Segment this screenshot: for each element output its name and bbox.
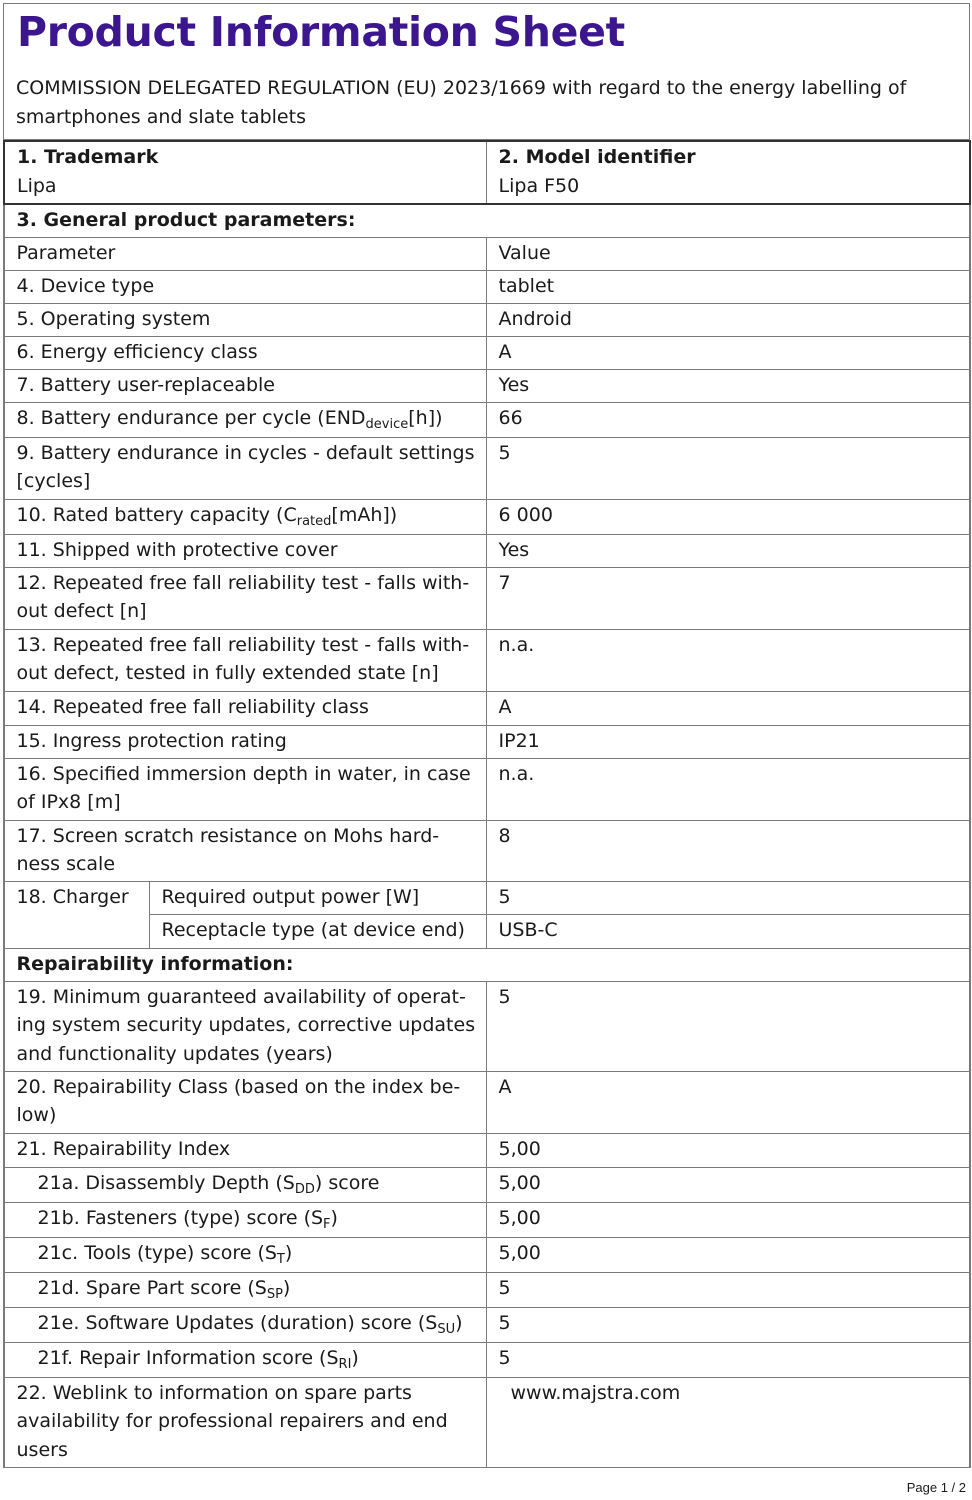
model-value: Lipa F50 (498, 174, 580, 197)
label-text: ) (351, 1346, 359, 1369)
charger-row (4, 881, 970, 914)
row-label: 9. Battery endurance in cycles - default settings [cycles] (4, 437, 486, 499)
label-text: 21e. Software Updates (duration) score (S (37, 1311, 438, 1334)
row-value: 5,00 (486, 1237, 970, 1272)
label-subscript: rated (296, 513, 332, 529)
model-label: 2. Model identifier (498, 146, 696, 168)
label-subscript: SP (266, 1286, 283, 1302)
label-text: 21d. Spare Part score (S (37, 1276, 267, 1299)
table-row (4, 336, 970, 369)
label-text: ) (284, 1241, 293, 1264)
label-subscript: RI (338, 1356, 352, 1372)
label-text: ) (282, 1276, 291, 1299)
row-value: tablet (486, 270, 970, 303)
table-row (4, 1342, 970, 1377)
table-row (4, 1272, 970, 1307)
charger-power-label: Required output power [W] (149, 881, 486, 914)
value-header: Value (486, 237, 970, 270)
charger-receptacle-label: Receptacle type (at device end) (149, 914, 486, 948)
table-row (4, 1237, 970, 1272)
row-label: 15. Ingress protection rating (4, 725, 486, 758)
row-value: 8 (486, 820, 970, 881)
label-text: ) (330, 1206, 338, 1229)
row-label: 4. Device type (4, 270, 486, 303)
row-value: 5 (486, 1307, 970, 1342)
row-label: 7. Battery user-replaceable (4, 369, 486, 402)
row-value: 5 (486, 1272, 970, 1307)
label-text: 21b. Fasteners (type) score (S (37, 1206, 324, 1229)
label-text: 21a. Disassembly Depth (S (37, 1171, 295, 1194)
general-heading-row (4, 204, 970, 237)
row-label (4, 1202, 486, 1237)
row-label: 13. Repeated free fall reliability test - falls with-out defect, tested in fully extended state [n] (4, 629, 486, 691)
label-subscript: SU (437, 1321, 456, 1337)
charger-label: 18. Charger (4, 881, 149, 948)
table-row (4, 1202, 970, 1237)
product-table (3, 140, 971, 1468)
row-value: 66 (486, 402, 970, 437)
page-title: Product Information Sheet (17, 8, 625, 56)
label-text: ) score (314, 1171, 380, 1194)
table-row (4, 1071, 970, 1133)
row-value: 5 (486, 1342, 970, 1377)
row-value: 7 (486, 567, 970, 629)
table-row (4, 402, 970, 437)
row-value: A (486, 691, 970, 725)
table-row (4, 981, 970, 1071)
row-label: 17. Screen scratch resistance on Mohs hard-ness scale (4, 820, 486, 881)
table-row (4, 758, 970, 820)
repair-heading: Repairability information: (4, 948, 970, 981)
label-text: [h]) (408, 406, 443, 429)
row-value: 5 (486, 437, 970, 499)
table-row (4, 1133, 970, 1167)
trademark-row (4, 141, 970, 204)
label-text: 21c. Tools (type) score (S (37, 1241, 277, 1264)
row-value: 5,00 (486, 1167, 970, 1202)
row-label (4, 1307, 486, 1342)
row-value: Yes (486, 534, 970, 567)
row-label (4, 1272, 486, 1307)
label-text: 21f. Repair Information score (S (37, 1346, 339, 1369)
row-value: IP21 (486, 725, 970, 758)
row-value: 5 (486, 981, 970, 1071)
table-row (4, 820, 970, 881)
label-subscript: device (365, 416, 409, 432)
table-row (4, 1307, 970, 1342)
label-text: [mAh]) (331, 503, 398, 526)
row-value: 5,00 (486, 1133, 970, 1167)
row-label: 11. Shipped with protective cover (4, 534, 486, 567)
table-row (4, 1167, 970, 1202)
row-label: 16. Specified immersion depth in water, in case of IPx8 [m] (4, 758, 486, 820)
table-row (4, 499, 970, 534)
row-value: A (486, 336, 970, 369)
label-subscript: F (323, 1216, 331, 1232)
label-text: ) (455, 1311, 463, 1334)
regulation-subtitle: COMMISSION DELEGATED REGULATION (EU) 2023/1669 with regard to the energy labelling of smartphones and slate tablets (4, 62, 969, 140)
row-label: 14. Repeated free fall reliability class (4, 691, 486, 725)
table-row (4, 1377, 970, 1467)
table-row (4, 303, 970, 336)
table-row (4, 270, 970, 303)
spare-parts-weblink[interactable]: www.majstra.com (486, 1377, 970, 1467)
row-label (4, 499, 486, 534)
row-label: 6. Energy efficiency class (4, 336, 486, 369)
label-subscript: DD (294, 1181, 315, 1197)
table-row (4, 437, 970, 499)
trademark-value: Lipa (17, 174, 57, 197)
row-label: 5. Operating system (4, 303, 486, 336)
param-header: Parameter (4, 237, 486, 270)
row-value: n.a. (486, 758, 970, 820)
trademark-label: 1. Trademark (17, 146, 159, 168)
charger-power-value: 5 (486, 881, 970, 914)
row-value: A (486, 1071, 970, 1133)
table-row (4, 725, 970, 758)
row-label (4, 402, 486, 437)
row-value: n.a. (486, 629, 970, 691)
row-label (4, 1342, 486, 1377)
product-information-sheet (3, 3, 970, 1468)
row-value: Android (486, 303, 970, 336)
row-value: 5,00 (486, 1202, 970, 1237)
row-label: 19. Minimum guaranteed availability of operat-ing system security updates, corrective updates and functionality updates (years) (4, 981, 486, 1071)
row-label: 12. Repeated free fall reliability test - falls with-out defect [n] (4, 567, 486, 629)
label-subscript: T (276, 1251, 285, 1267)
row-label: 21. Repairability Index (4, 1133, 486, 1167)
page-number: Page 1 / 2 (906, 1480, 966, 1495)
table-row (4, 534, 970, 567)
row-label: 20. Repairability Class (based on the index be-low) (4, 1071, 486, 1133)
column-header-row (4, 237, 970, 270)
table-row (4, 567, 970, 629)
charger-row (4, 914, 970, 948)
row-value: Yes (486, 369, 970, 402)
row-value: 6 000 (486, 499, 970, 534)
table-row (4, 629, 970, 691)
charger-receptacle-value: USB-C (486, 914, 970, 948)
row-label: 22. Weblink to information on spare parts availability for professional repairers and end users (4, 1377, 486, 1467)
general-heading: 3. General product parameters: (4, 204, 970, 237)
table-row (4, 691, 970, 725)
repair-heading-row (4, 948, 970, 981)
row-label (4, 1237, 486, 1272)
label-text: 8. Battery endurance per cycle (END (16, 406, 366, 429)
row-label (4, 1167, 486, 1202)
label-text: 10. Rated battery capacity (C (16, 503, 297, 526)
table-row (4, 369, 970, 402)
